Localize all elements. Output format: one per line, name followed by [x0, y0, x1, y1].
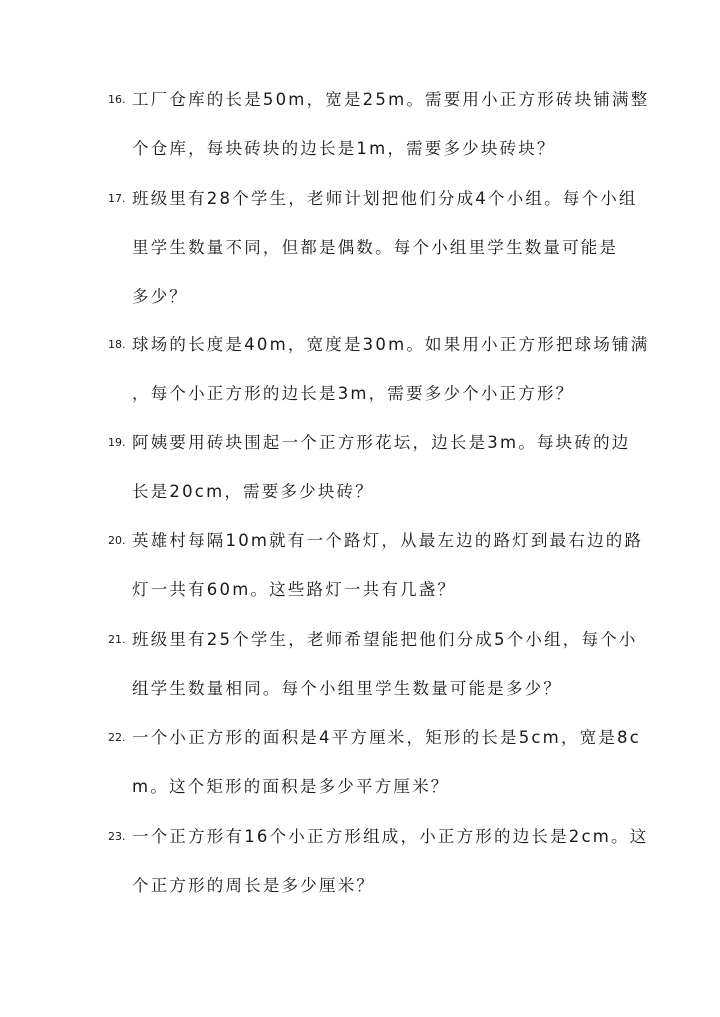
problem-text-line: 英雄村每隔10m就有一个路灯，从最左边的路灯到最右边的路: [132, 531, 644, 550]
problem-number: 20.: [108, 534, 126, 547]
problem-text-line: 多少？: [132, 287, 189, 306]
problem-text-line: 个仓库，每块砖块的边长是1m，需要多少块砖块？: [132, 139, 556, 158]
problem-number: 17.: [108, 192, 126, 205]
problem-text-line: 工厂仓库的长是50m，宽是25m。需要用小正方形砖块铺满整: [132, 90, 650, 109]
problem-text-line: 一个正方形有16个小正方形组成，小正方形的边长是2cm。这: [132, 827, 649, 846]
problem-text-line: 阿姨要用砖块围起一个正方形花坛，边长是3m。每块砖的边: [132, 433, 631, 452]
problem-text-line: 班级里有25个学生，老师希望能把他们分成5个小组，每个小: [132, 630, 638, 649]
problem-number: 19.: [108, 436, 126, 449]
problem-number: 16.: [108, 93, 126, 106]
problem-text-line: 班级里有28个学生，老师计划把他们分成4个小组。每个小组: [132, 189, 638, 208]
problem-text-line: 个正方形的周长是多少厘米？: [132, 876, 376, 895]
problem-number: 22.: [108, 731, 126, 744]
problem-text-line: 组学生数量相同。每个小组里学生数量可能是多少？: [132, 679, 563, 698]
problem-text-line: 长是20cm，需要多少块砖？: [132, 482, 374, 501]
problem-number: 18.: [108, 338, 126, 351]
problem-text-line: 灯一共有60m。这些路灯一共有几盏？: [132, 580, 457, 599]
problem-text-line: 里学生数量不同，但都是偶数。每个小组里学生数量可能是: [132, 238, 619, 257]
problem-text-line: ，每个小正方形的边长是3m，需要多少个小正方形？: [132, 384, 575, 403]
problem-number: 21.: [108, 633, 126, 646]
problem-text-line: m。这个矩形的面积是多少平方厘米？: [132, 777, 450, 796]
problem-number: 23.: [108, 830, 126, 843]
problem-text-line: 球场的长度是40m，宽度是30m。如果用小正方形把球场铺满: [132, 335, 650, 354]
problem-text-line: 一个小正方形的面积是4平方厘米，矩形的长是5cm，宽是8c: [132, 728, 642, 747]
